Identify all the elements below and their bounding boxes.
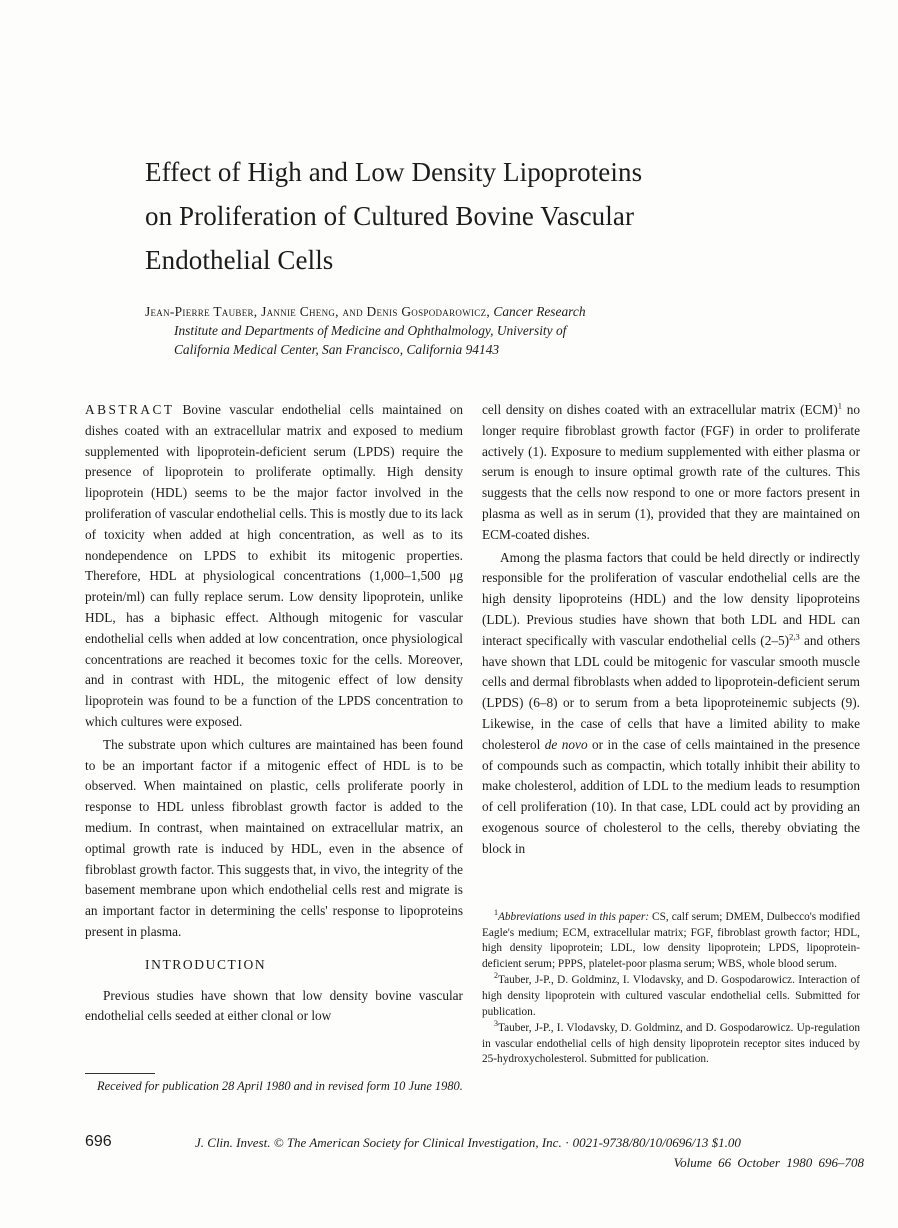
footnote-text: CS, calf serum; DMEM, Dulbecco's modified Eagle's medium; ECM, extracellular matrix; FGF, fibroblast growth factor; HDL, high density lipoprotein; LDL, low density lipoprotein; LPDS, lipoprotein-deficient serum; PPPS, platelet-poor plasma serum; WBS, whole blood serum. bbox=[482, 911, 860, 970]
citation-separator: · bbox=[564, 1135, 570, 1150]
received-note: Received for publication 28 April 1980 and in revised form 10 June 1980. bbox=[97, 1079, 463, 1093]
body-text: cell density on dishes coated with an extracellular matrix (ECM) bbox=[482, 402, 838, 417]
body-paragraph-1 bbox=[482, 400, 860, 546]
footnote-3 bbox=[482, 1021, 860, 1068]
left-column bbox=[85, 400, 463, 1027]
author-block bbox=[145, 302, 795, 359]
footnote-ref-1: 1 bbox=[837, 400, 843, 411]
footnote-text: Tauber, J-P., D. Goldminz, I. Vlodavsky, and D. Gospodarowicz. Interaction of high density lipoprotein with cultured vascular endothelial cells. Submitted for publication. bbox=[482, 974, 860, 1018]
footnote-ref-2-3: 2,3 bbox=[789, 631, 800, 642]
page-number: 696 bbox=[85, 1133, 112, 1150]
footnote-marker: 2 bbox=[494, 971, 498, 981]
article-title bbox=[145, 150, 785, 282]
affiliation-part-2: Institute and Departments of Medicine and Ophthalmology, University of bbox=[174, 323, 567, 338]
introduction-heading: INTRODUCTION bbox=[145, 956, 267, 972]
footnote-marker: 3 bbox=[494, 1019, 498, 1029]
affiliation-part-1: Cancer Research bbox=[493, 304, 586, 319]
footnote-2 bbox=[482, 973, 860, 1020]
footnote-label: Abbreviations used in this paper: bbox=[498, 911, 650, 923]
title-line-3: Endothelial Cells bbox=[145, 245, 334, 275]
footnote-divider bbox=[85, 1073, 155, 1074]
abstract-text-1: Bovine vascular endothelial cells maintained on dishes coated with an extracellular matrix and exposed to medium supplemented with lipoprotein-deficient serum (LPDS) require the presence of lipoprotein to proliferate optimally. High density lipoprotein (HDL) seems to be the major factor involved in the proliferation of vascular endothelial cells. This is mostly due to its lack of toxicity when added at high concentration, as well as to its nondependence on LPDS to exhibit its mitogenic properties. Therefore, HDL at physiological concentrations (1,000–1,500 μg protein/ml) can fully replace serum. Low density lipoprotein, unlike HDL, has a biphasic effect. Although mitogenic for vascular endothelial cells when added at low concentration, once physiological concentrations are reached it becomes toxic for the cells. Moreover, and in contrast with HDL, the mitogenic effect of low density lipoprotein was found to be a function of the LPDS concentration to which cultures were exposed. bbox=[85, 402, 463, 729]
body-text: and others have shown that LDL could be mitogenic for vascular smooth muscle cells and dermal fibroblasts when added to lipoprotein-deficient serum (LPDS) (6–8) or to serum from a beta lipoproteinemic subjects (9). Likewise, in the case of cells that have a limited ability to make cholesterol bbox=[482, 632, 860, 752]
body-text: Among the plasma factors that could be held directly or indirectly responsible for the proliferation of vascular endothelial cells are the high density lipoproteins (HDL) and the low density lipoproteins (LDL). Previous studies have shown that both LDL and HDL can interact specifically with vascular endothelial cells (2–5) bbox=[482, 549, 860, 648]
journal-code: 0021-9738/80/10/0696/13 bbox=[572, 1135, 709, 1150]
footnote-text: Tauber, J-P., I. Vlodavsky, D. Goldminz, and D. Gospodarowicz. Up-regulation in vascular endothelial cells of high density lipoprotein receptor sites induced by 25-hydroxycholesterol. Submitted for publication. bbox=[482, 1022, 860, 1066]
volume-info: Volume 66 October 1980 696–708 bbox=[673, 1155, 864, 1170]
title-line-2: on Proliferation of Cultured Bovine Vascular bbox=[145, 201, 635, 231]
body-paragraph-2 bbox=[482, 548, 860, 860]
title-line-1: Effect of High and Low Density Lipoproteins bbox=[145, 157, 643, 187]
abstract-paragraph-1 bbox=[85, 400, 463, 733]
abstract-paragraph-2: The substrate upon which cultures are maintained has been found to be an important factor if a mitogenic effect of HDL is to be observed. When maintained on plastic, cells proliferate poorly in response to HDL unless fibroblast growth factor is added to the medium. In contrast, when maintained on extracellular matrix, an optimal growth rate is induced by HDL, even in the absence of fibroblast growth factor. This suggests that, in vivo, the integrity of the basement membrane upon which endothelial cells rest and migrate is an important factor in determining the cells' response to lipoproteins present in plasma. bbox=[85, 736, 463, 939]
affiliation-part-3: California Medical Center, San Francisco, California 94143 bbox=[174, 342, 500, 357]
footnotes bbox=[482, 910, 860, 1069]
abstract-label: ABSTRACT bbox=[85, 402, 175, 417]
body-text: no longer require fibroblast growth factor (FGF) in order to proliferate actively (1). Exposure to medium supplemented with either plasma or serum is enough to insure optimal growth rate of the cultures. This suggests that the cells now respond to one or more factors present in plasma as well as in serum (1), provided that they are maintained on ECM-coated dishes. bbox=[482, 402, 861, 542]
author-names: Jean-Pierre Tauber, Jannie Cheng, and Denis Gospodarowicz, bbox=[145, 304, 491, 319]
italic-term: de novo bbox=[544, 736, 588, 752]
author-line-1 bbox=[145, 302, 795, 321]
article-price: $1.00 bbox=[711, 1135, 741, 1150]
introduction-paragraph-1: Previous studies have shown that low density bovine vascular endothelial cells seeded at either clonal or low bbox=[85, 987, 463, 1024]
body-text: or in the case of cells maintained in the presence of compounds such as compactin, which totally inhibit their ability to make cholesterol, addition of LDL to the medium leads to resumption of cell proliferation (10). In that case, LDL could act by providing an exogenous source of cholesterol to the cells, thereby obviating the block in bbox=[482, 736, 860, 856]
footnote-1 bbox=[482, 910, 860, 972]
journal-name: J. Clin. Invest. © The American Society for Clinical Investigation, Inc. bbox=[195, 1135, 562, 1150]
right-column bbox=[482, 400, 860, 860]
footnote-marker: 1 bbox=[494, 908, 498, 918]
journal-citation bbox=[195, 1135, 865, 1151]
